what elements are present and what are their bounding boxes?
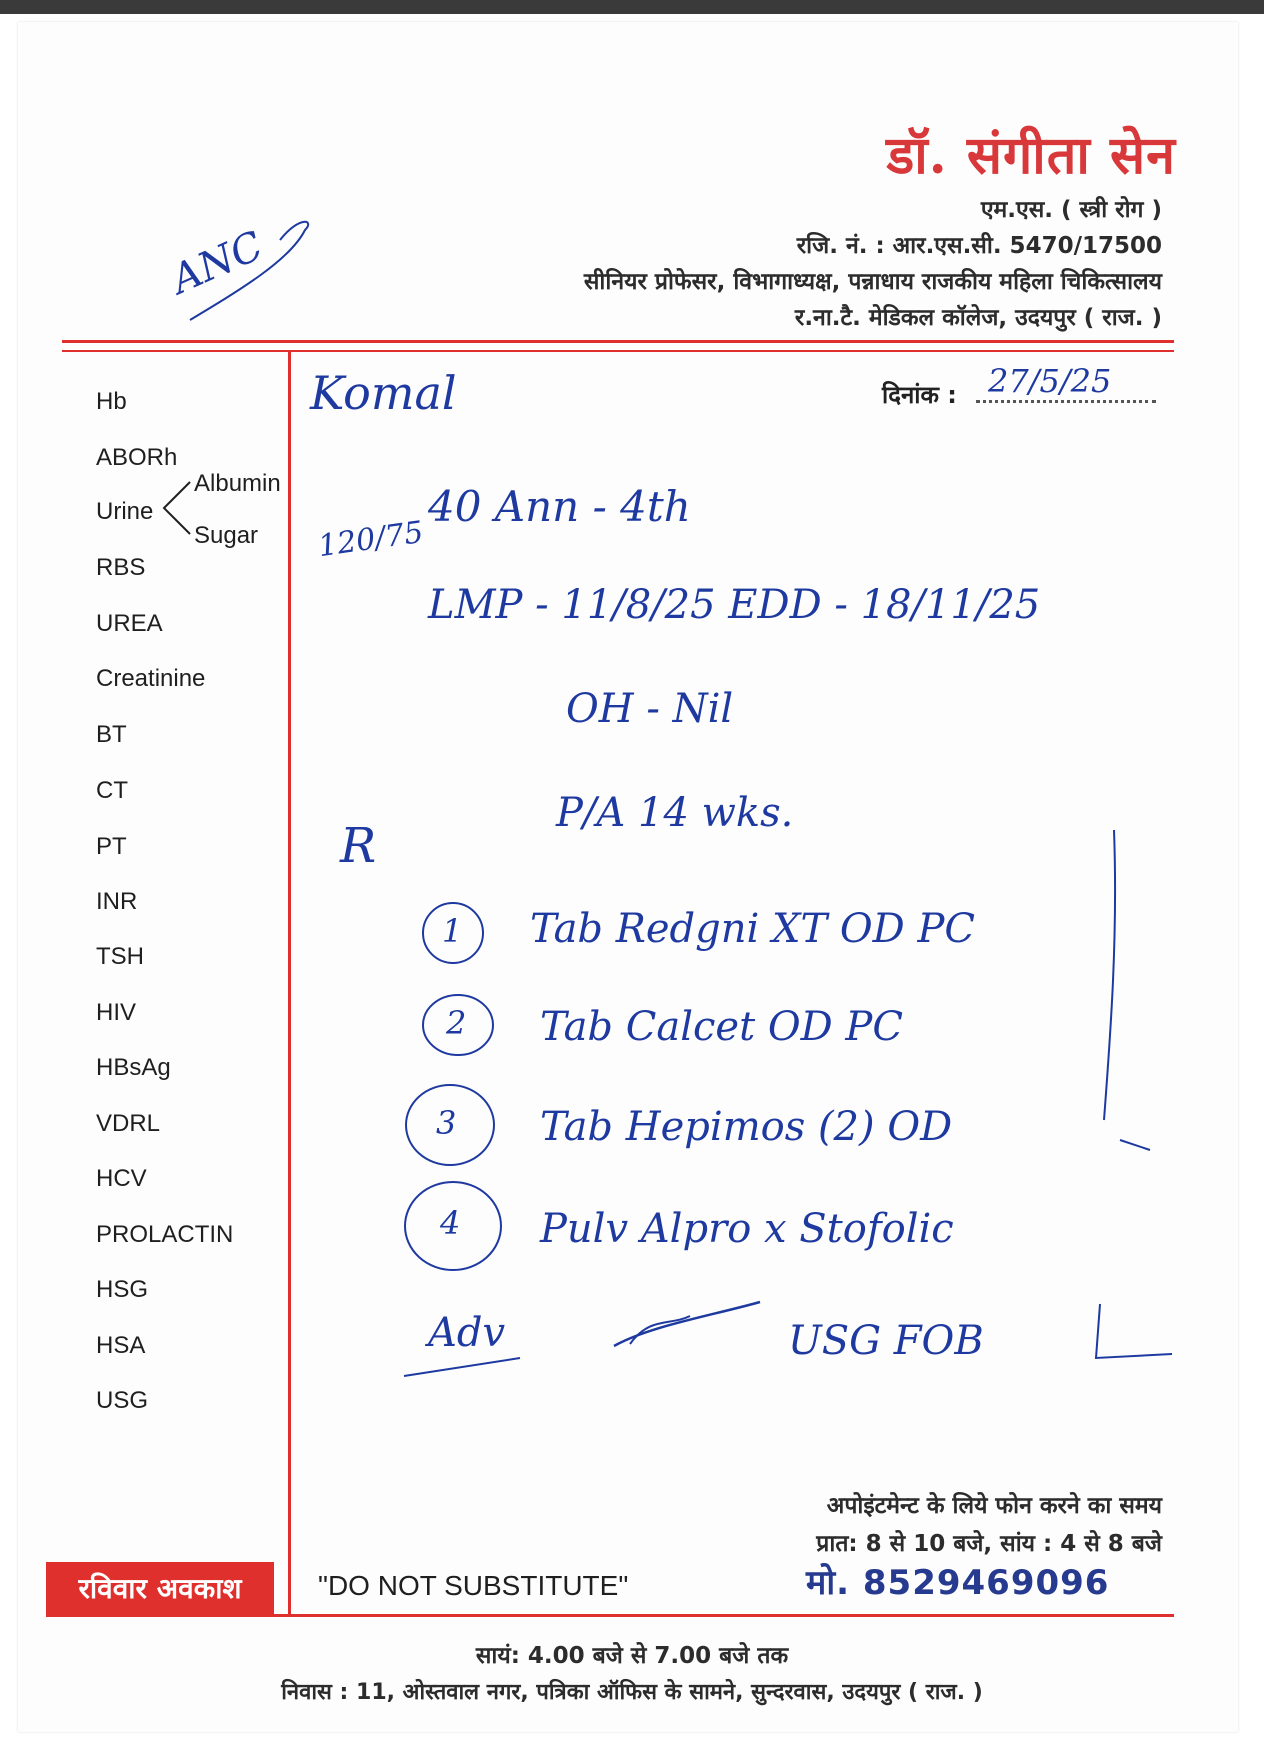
note-line-3: OH - Nil [566,686,734,732]
test-vdrl: VDRL [96,1110,161,1137]
sunday-off-badge: रविवार अवकाश [46,1562,274,1614]
test-hsa: HSA [96,1332,146,1359]
registration-number: रजि. नं. : आर.एस.सी. 5470/17500 [796,233,1162,259]
test-prolactin: PROLACTIN [96,1221,234,1248]
mobile-number: मो. 8529469096 [806,1563,1110,1603]
doctor-name: डॉ. संगीता सेन [886,125,1176,186]
scan-top-edge [0,0,1264,14]
struck-out-word [610,1296,770,1356]
test-creatinine: Creatinine [96,665,206,692]
note-line-4: P/A 14 wks. [556,790,794,836]
test-tsh: TSH [96,943,144,970]
appointment-timing-title: अपोइंटमेन्ट के लिये फोन करने का समय [826,1493,1162,1519]
rx-symbol: R [340,818,377,874]
urine-sugar: Sugar [194,522,259,549]
test-hsg: HSG [96,1276,149,1303]
test-inr: INR [96,888,138,915]
anc-mark: ANC [164,222,270,304]
urine-bracket [160,478,194,538]
med1-text: Tab Redgni XT OD PC [530,906,975,952]
evening-timing: सायं: 4.00 बजे से 7.00 बजे तक [475,1643,789,1669]
test-hb: Hb [96,388,127,415]
qualification: एम.एस. ( स्त्री रोग ) [980,197,1162,223]
do-not-substitute: "DO NOT SUBSTITUTE" [318,1570,629,1601]
date-value: 27/5/25 [988,362,1112,400]
med2-number: 2 [446,1004,467,1042]
note-line-1: 40 Ann - 4th [428,482,691,531]
test-urea: UREA [96,610,163,637]
anc-underline-scribble [180,220,320,340]
blood-pressure: 120/75 [316,514,426,565]
test-hcv: HCV [96,1165,147,1192]
advice-label: Adv [428,1310,506,1356]
test-bt: BT [96,721,127,748]
date-dotted-line [976,400,1156,403]
test-usg: USG [96,1387,149,1414]
patient-name: Komal [310,366,457,420]
advice-underline [400,1352,530,1382]
test-aborh: ABORh [96,444,178,471]
header-rule [62,340,1174,343]
test-hiv: HIV [96,999,137,1026]
med4-text: Pulv Alpro x Stofolic [540,1206,954,1252]
side-bracket-scribble [1090,820,1170,1180]
test-urine: Urine [96,498,154,525]
advice-text: USG FOB [788,1318,984,1364]
med4-number: 4 [440,1204,461,1242]
sidebar-divider [288,352,291,1614]
test-rbs: RBS [96,554,146,581]
designation: सीनियर प्रोफेसर, विभागाध्यक्ष, पन्नाधाय राजकीय महिला चिकित्सालय [583,269,1162,295]
advice-signature-mark [1086,1296,1186,1366]
appointment-timing-hours: प्रात: 8 से 10 बजे, सांय : 4 से 8 बजे [816,1531,1162,1557]
footer-rule [46,1614,1174,1617]
header-rule-thin [62,350,1174,352]
date-label: दिनांक : [882,381,957,409]
med3-text: Tab Hepimos (2) OD [540,1104,953,1150]
urine-albumin: Albumin [194,470,281,497]
residence-address: निवास : 11, ओस्तवाल नगर, पत्रिका ऑफिस के सामने, सुन्दरवास, उदयपुर ( राज. ) [281,1680,983,1705]
test-ct: CT [96,777,128,804]
note-line-2: LMP - 11/8/25 EDD - 18/11/25 [428,582,1041,628]
med1-number: 1 [442,912,463,950]
test-hbsag: HBsAg [96,1054,171,1081]
college: र.ना.टै. मेडिकल कॉलेज, उदयपुर ( राज. ) [794,305,1162,331]
test-pt: PT [96,833,127,860]
med2-text: Tab Calcet OD PC [540,1004,903,1050]
med3-number: 3 [436,1104,457,1142]
